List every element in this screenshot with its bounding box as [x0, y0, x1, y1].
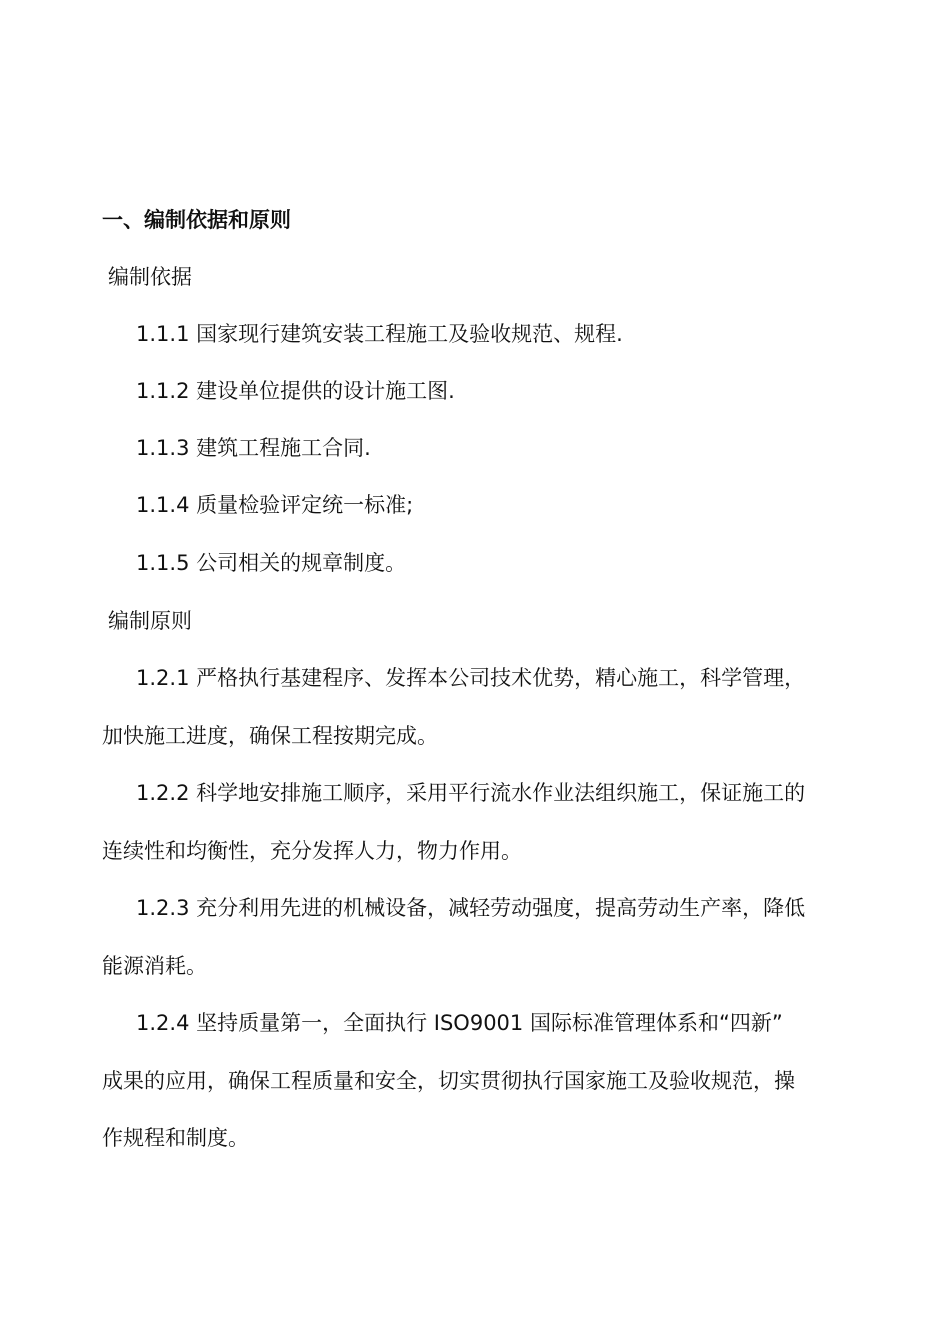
principle-4-line-3: 作规程和制度。: [102, 1126, 249, 1150]
basis-item-4: 1.1.4 质量检验评定统一标准;: [136, 493, 414, 517]
basis-item-1: 1.1.1 国家现行建筑安装工程施工及验收规范、规程.: [136, 322, 623, 346]
basis-heading: 编制依据: [108, 265, 192, 289]
principle-2-line-2: 连续性和均衡性，充分发挥人力，物力作用。: [102, 839, 522, 863]
principle-3-line-1: 1.2.3 充分利用先进的机械设备，减轻劳动强度，提高劳动生产率，降低: [136, 896, 806, 920]
section-title: 一、编制依据和原则: [102, 208, 291, 232]
principle-3-line-2: 能源消耗。: [102, 954, 207, 978]
basis-item-5: 1.1.5 公司相关的规章制度。: [136, 551, 407, 575]
principle-4-line-1: 1.2.4 坚持质量第一，全面执行 ISO9001 国际标准管理体系和“四新”: [136, 1011, 783, 1035]
basis-item-2: 1.1.2 建设单位提供的设计施工图.: [136, 379, 455, 403]
principle-1-line-2: 加快施工进度，确保工程按期完成。: [102, 724, 438, 748]
principle-4-line-2: 成果的应用，确保工程质量和安全，切实贯彻执行国家施工及验收规范，操: [102, 1069, 795, 1093]
principles-heading: 编制原则: [108, 609, 192, 633]
principle-1-line-1: 1.2.1 严格执行基建程序、发挥本公司技术优势，精心施工，科学管理，: [136, 666, 806, 690]
basis-item-3: 1.1.3 建筑工程施工合同.: [136, 436, 371, 460]
principle-2-line-1: 1.2.2 科学地安排施工顺序，采用平行流水作业法组织施工，保证施工的: [136, 781, 806, 805]
